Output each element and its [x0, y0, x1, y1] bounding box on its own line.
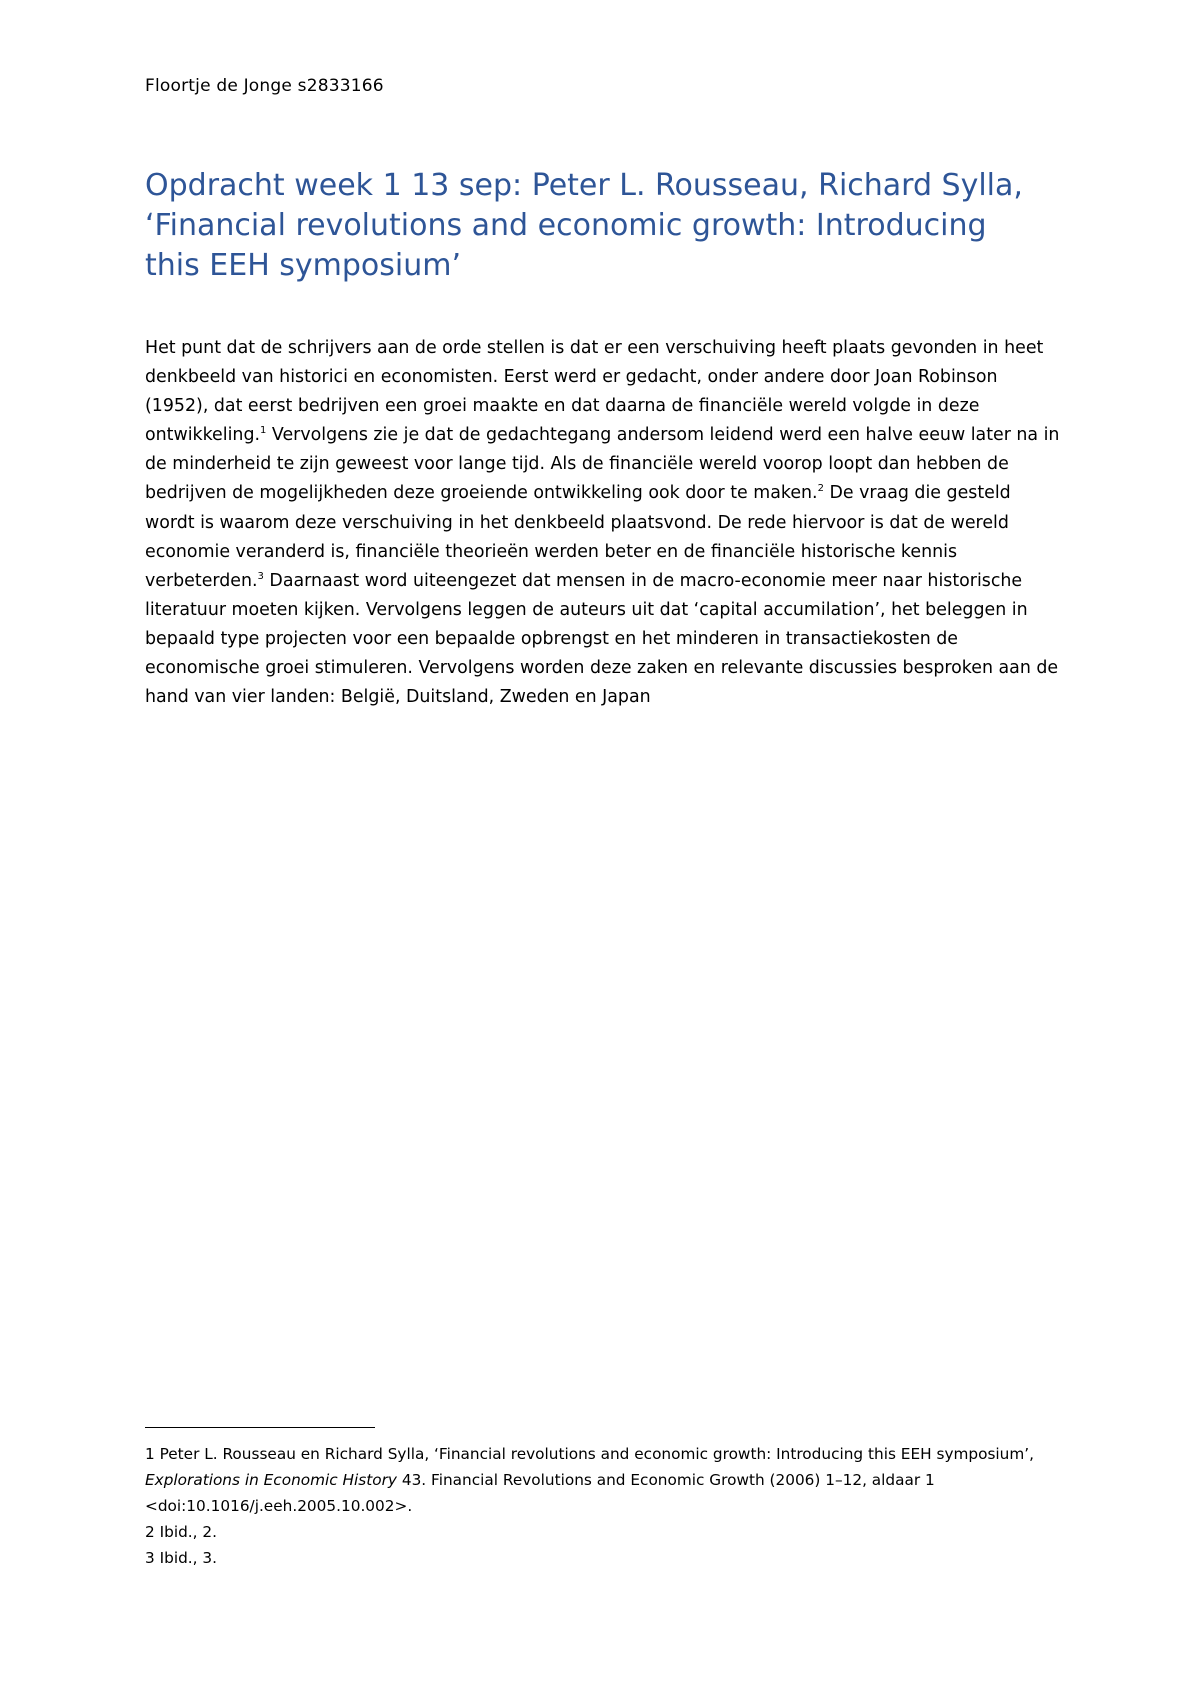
- body-text-segment-1: Het punt dat de schrijvers aan de orde stellen is dat er een verschuiving heeft plaats gevonden in heet denkbeeld van historici en economisten. Eerst werd er gedacht, onder andere door Joan Robinson (1952), dat eerst bedrijven een groei maakte en dat daarna de financiële wereld volgde in deze ontwikkeling.: [145, 338, 1044, 446]
- assignment-title: Opdracht week 1 13 sep: Peter L. Rousseau, Richard Sylla, ‘Financial revolutions and economic growth: Introducing this EEH symposium’: [145, 168, 1023, 283]
- footnote-1-text-b: 43. Financial Revolutions and Economic Growth (2006) 1–12, aldaar 1 <doi:10.1016/j.eeh.2005.10.002>.: [145, 1471, 935, 1515]
- footnote-3: 3 Ibid., 3.: [145, 1549, 217, 1567]
- footnote-ref-2[interactable]: 2: [817, 483, 824, 495]
- body-paragraph: [145, 334, 1065, 712]
- body-text-segment-2: Vervolgens zie je dat de gedachtegang andersom leidend werd een halve eeuw later na in de minderheid te zijn geweest voor lange tijd. Als de financiële wereld voorop loopt dan hebben de bedrijven de mogelijkheden deze groeiende ontwikkeling ook door te maken.: [145, 425, 1060, 504]
- footnote-1-journal: Explorations in Economic History: [145, 1471, 397, 1489]
- body-text-segment-3: De vraag die gesteld wordt is waarom deze verschuiving in het denkbeeld plaatsvond. De rede hiervoor is dat de wereld economie veranderd is, financiële theorieën werden beter en de financiële historische kennis verbeterden.: [145, 483, 1011, 591]
- body-text-segment-4: Daarnaast word uiteengezet dat mensen in de macro-economie meer naar historische literatuur moeten kijken. Vervolgens leggen de auteurs uit dat ‘capital accumilation’, het beleggen in bepaald type projecten voor een bepaalde opbrengst en het minderen in transactiekosten de economische groei stimuleren. Vervolgens worden deze zaken en relevante discussies besproken aan de hand van vier landen: België, Duitsland, Zweden en Japan: [145, 570, 1059, 708]
- author-header: Floortje de Jonge s2833166: [145, 76, 384, 96]
- footnotes-section: [145, 1441, 1065, 1571]
- footnote-ref-1[interactable]: 1: [260, 425, 267, 437]
- footnote-ref-3[interactable]: 3: [257, 570, 264, 582]
- footnote-1: [145, 1441, 1065, 1519]
- footnote-1-text-a: 1 Peter L. Rousseau en Richard Sylla, ‘Financial revolutions and economic growth: Introducing this EEH symposium’,: [145, 1445, 1035, 1463]
- footnote-2: 2 Ibid., 2.: [145, 1523, 217, 1541]
- footnote-separator: [145, 1427, 375, 1428]
